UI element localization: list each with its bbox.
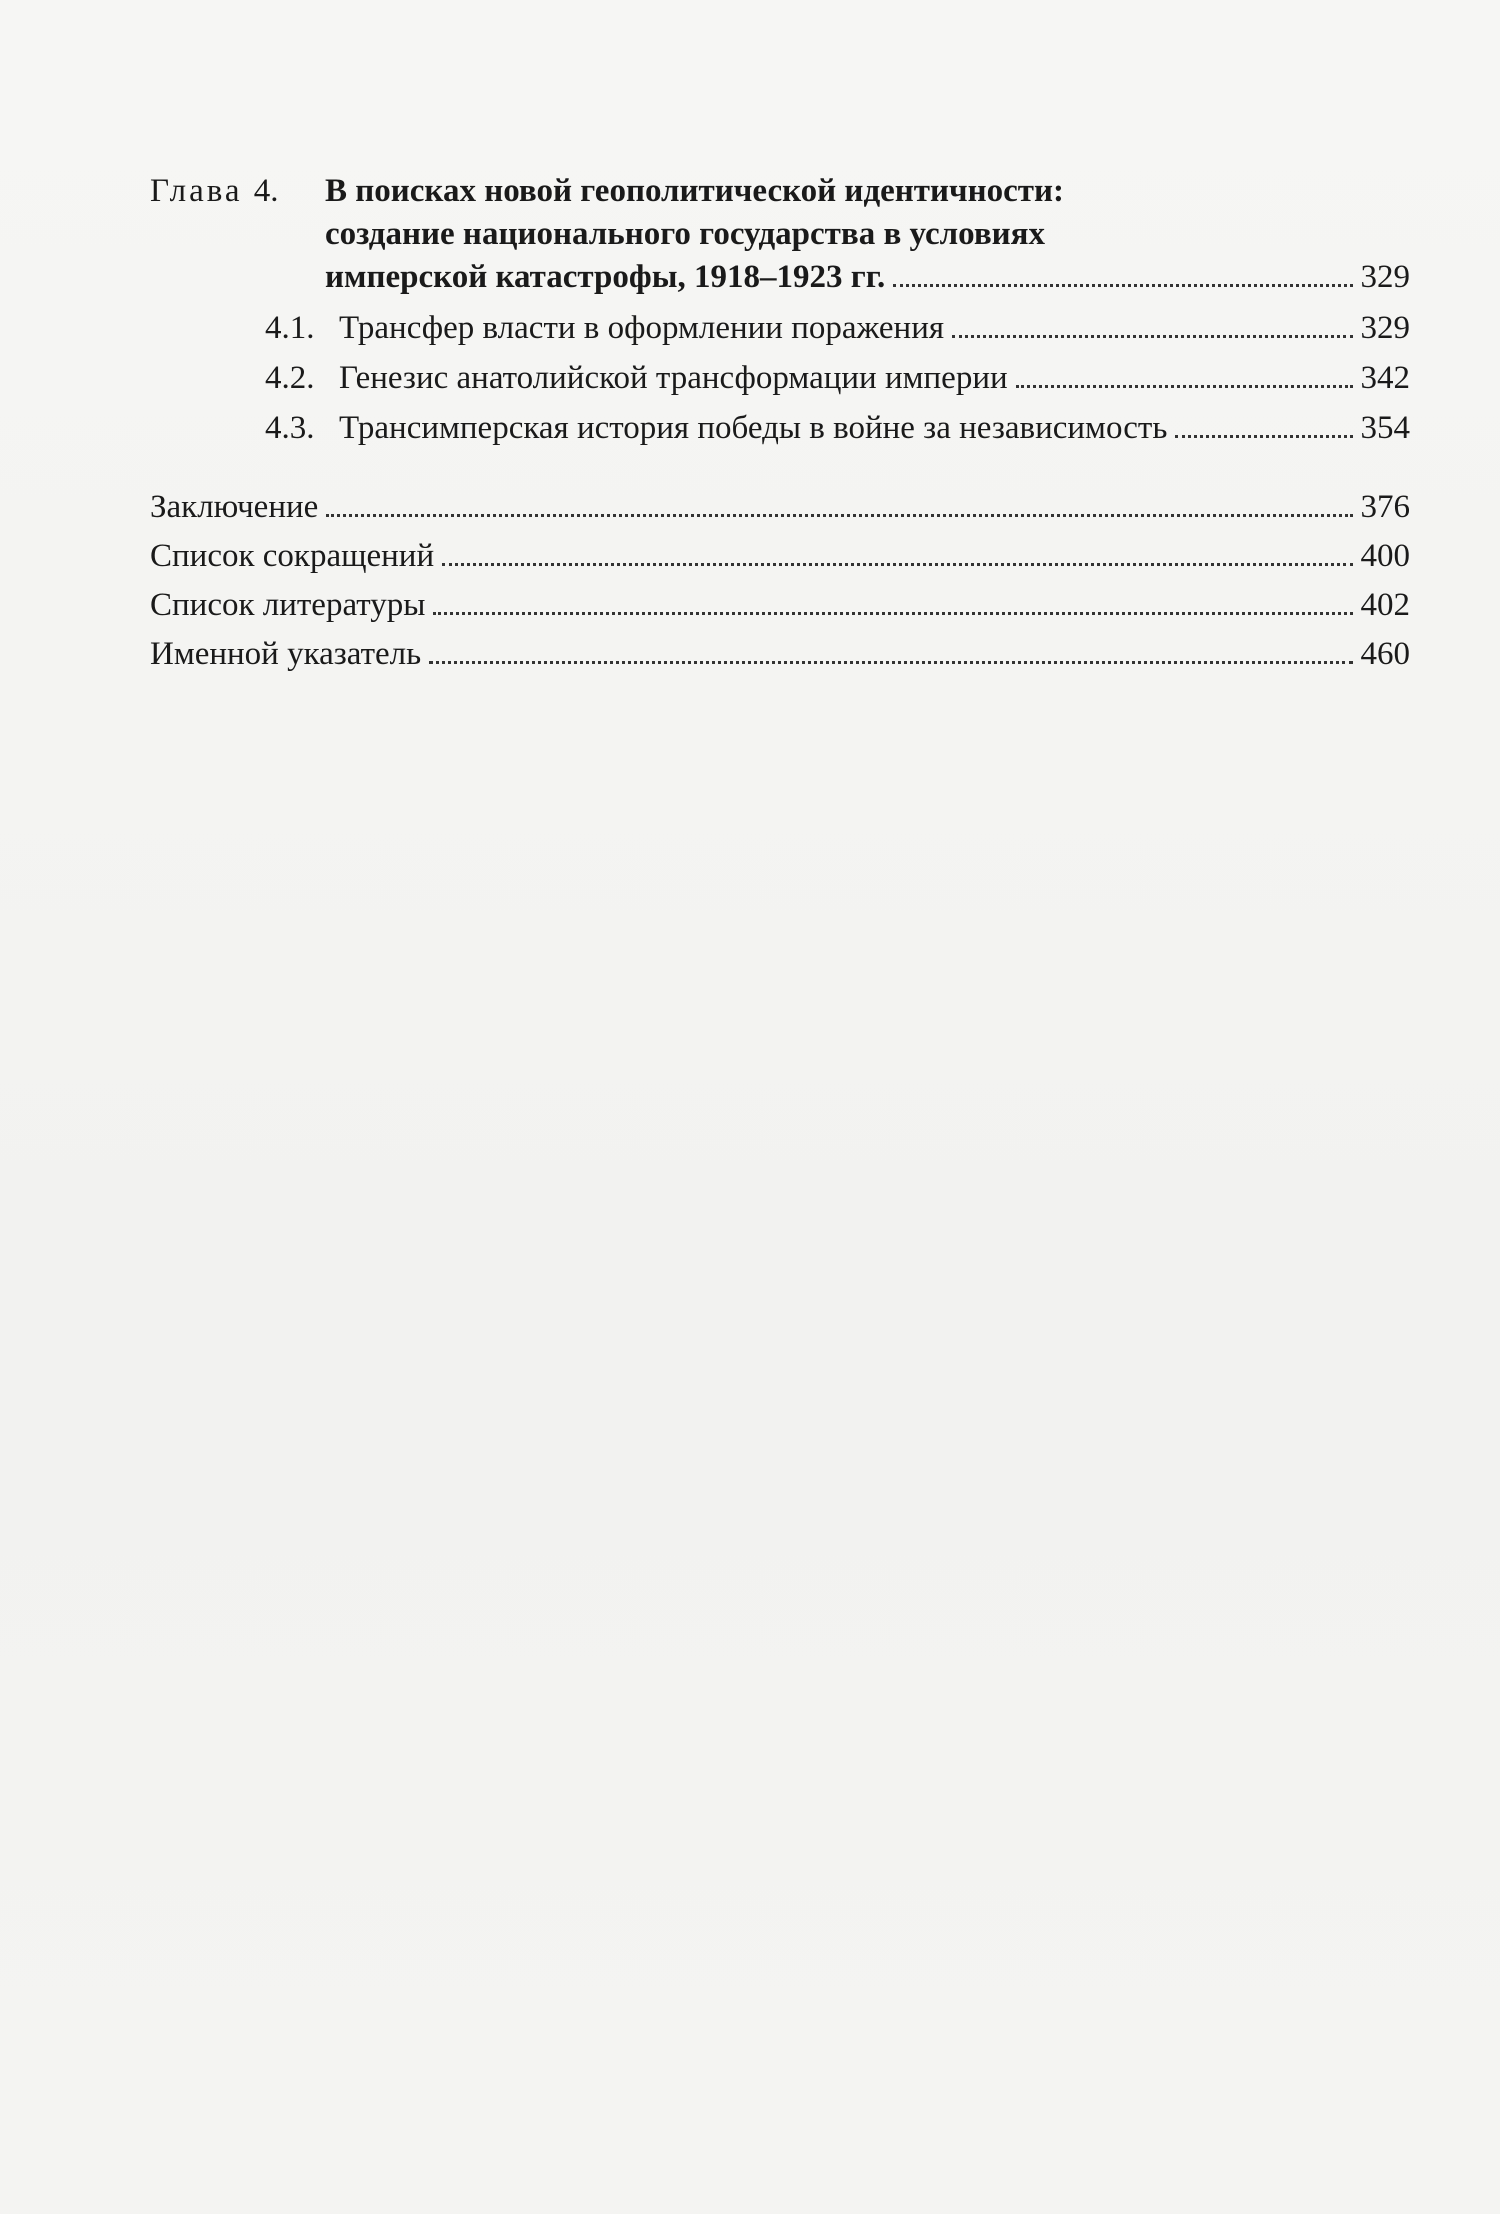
chapter-label-number: 4. xyxy=(253,173,279,209)
back-matter-title: Заключение xyxy=(150,489,319,525)
back-matter-page-number: 402 xyxy=(1360,587,1410,623)
dot-leader xyxy=(893,284,1352,287)
chapter-title-line: создание национального государства в условиях xyxy=(325,216,1046,252)
back-matter-list xyxy=(150,483,1410,679)
section-page-number: 354 xyxy=(1360,410,1410,446)
section-list xyxy=(265,303,1410,453)
chapter-title-line: В поисках новой геополитической идентичности: xyxy=(325,173,1065,209)
dot-leader xyxy=(326,514,1352,517)
chapter-title-last-line xyxy=(325,256,1410,299)
back-matter-entry xyxy=(150,532,1410,581)
section-title: Трансфер власти в оформлении поражения xyxy=(339,310,945,346)
section-page-number: 342 xyxy=(1360,360,1410,396)
section-page-number: 329 xyxy=(1360,310,1410,346)
chapter-title xyxy=(325,170,1410,299)
section-number: 4.2. xyxy=(265,360,315,396)
chapter-entry xyxy=(150,170,1410,299)
dot-leader xyxy=(952,335,1352,338)
back-matter-entry xyxy=(150,630,1410,679)
section-number: 4.3. xyxy=(265,410,315,446)
section-title: Трансимперская история победы в войне за независимость xyxy=(339,410,1168,446)
section-title: Генезис анатолийской трансформации империи xyxy=(339,360,1008,396)
dot-leader xyxy=(442,563,1352,566)
back-matter-title: Список литературы xyxy=(150,587,426,623)
section-entry xyxy=(265,303,1410,353)
dot-leader xyxy=(1016,385,1353,388)
table-of-contents xyxy=(150,170,1410,679)
section-entry xyxy=(265,353,1410,403)
back-matter-title: Список сокращений xyxy=(150,538,435,574)
dot-leader xyxy=(1175,435,1352,438)
chapter-title-line: имперской катастрофы, 1918–1923 гг. xyxy=(325,259,886,295)
back-matter-page-number: 400 xyxy=(1360,538,1410,574)
chapter-label xyxy=(150,170,325,299)
section-number: 4.1. xyxy=(265,310,315,346)
back-matter-entry xyxy=(150,581,1410,630)
back-matter-page-number: 460 xyxy=(1360,636,1410,672)
back-matter-entry xyxy=(150,483,1410,532)
back-matter-title: Именной указатель xyxy=(150,636,422,672)
dot-leader xyxy=(429,661,1352,664)
chapter-label-word: Глава xyxy=(150,173,243,209)
chapter-page-number: 329 xyxy=(1360,259,1410,295)
back-matter-page-number: 376 xyxy=(1360,489,1410,525)
dot-leader xyxy=(433,612,1352,615)
section-entry xyxy=(265,403,1410,453)
